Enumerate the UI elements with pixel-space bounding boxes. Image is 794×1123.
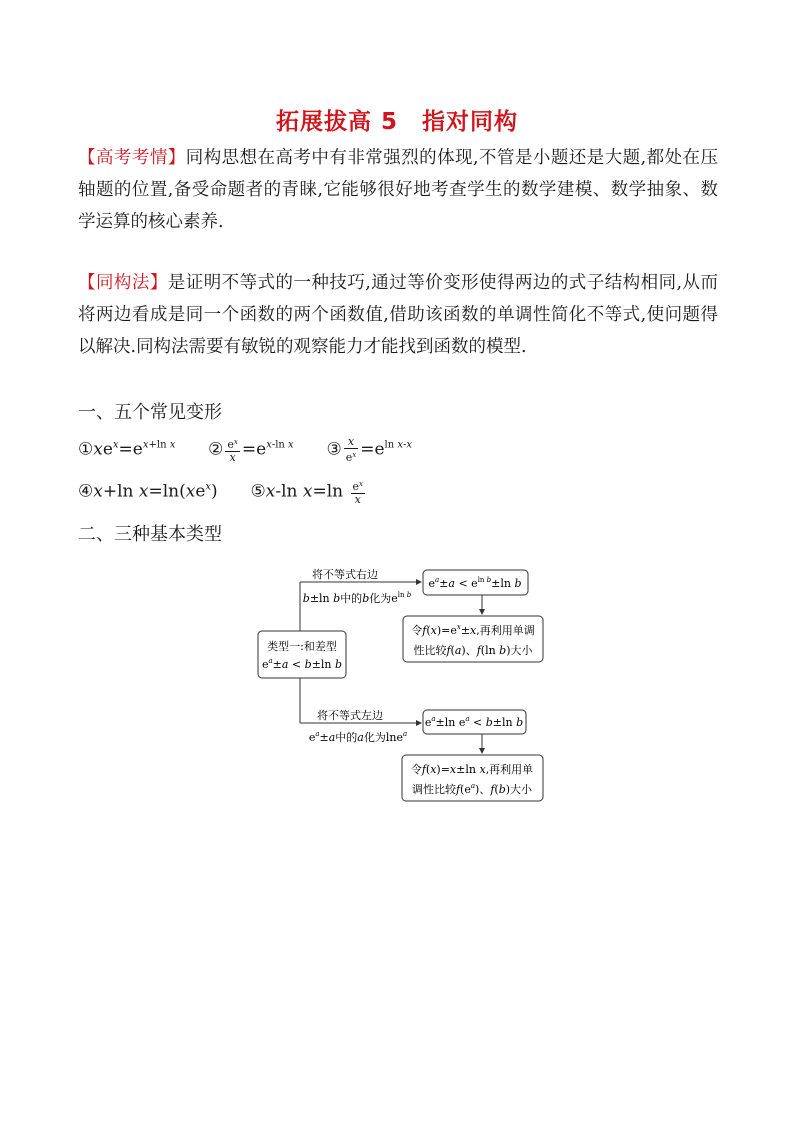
top-label-2: b±ln b中的b化为$e^{ln b}$ [302, 591, 412, 605]
section-heading-1: 一、五个常见变形 [78, 402, 222, 423]
formula-2-mark: ② [208, 439, 224, 460]
intro-text: 同构思想在高考中有非常强烈的体现,不管是小题还是大题,都处在压轴题的位置,备受命题者的青睐,它能够很好地考查学生的数学建模、数学抽象、数学运算的核心素养. [78, 148, 719, 232]
top-box-1-text: $e^a\pm a < e^{ln b}\pm\ln$ b [428, 576, 522, 590]
bottom-box-2-line-1: 令f(x)=x±ln x,再利用单 [410, 763, 534, 776]
title-main: 拓展拔高 5 [275, 109, 398, 135]
fraction-ex-over-x: $\frac{e^x}{x}$ [227, 438, 238, 464]
bottom-label-2: $e^a\pm a$中的a化为lne$^a$ [308, 730, 408, 744]
method-text: 是证明不等式的一种技巧,通过等价变形使得两边的式子结构相同,从而将两边看成是同一个函数的两个函数值,借助该函数的单调性简化不等式,使问题得以解决.同构法需要有敏锐的观察能力才能找到函数的模型. [78, 273, 719, 357]
root-line-2: $e^a\pm a < b\pm\ln$ b [261, 657, 343, 671]
fraction-ex-over-x-2: $\frac{e^x}{x}$ [352, 480, 363, 506]
top-box-2-line-2: 性比较f(a)、f(ln b)大小 [413, 644, 533, 657]
top-box-2-line-1: 令$f(x)=e^x\pm x$,再利用单调 [411, 623, 535, 637]
bottom-box-1-text: $e^a\pm\ln$ $e^a < b\pm\ln$ b [424, 715, 524, 729]
top-label-1: 将不等式右边 [312, 568, 378, 581]
title-sub: 指对同构 [422, 109, 518, 135]
formula-3-mark: ③ [326, 439, 342, 460]
formula-4-mark: ④ [78, 481, 94, 502]
intro-tag: 【高考考情】 [78, 148, 186, 168]
root-line-1: 类型一:和差型 [267, 640, 337, 653]
formula-line-2: ④x+ln $x=\ln(xe^x)$ ⑤x-ln x=ln $\frac{e^x}{x}$ [78, 480, 363, 506]
bottom-label-1: 将不等式左边 [317, 709, 383, 722]
fraction-x-over-ex: $\frac{x}{e^x}$ [345, 435, 357, 464]
bottom-box-2-line-2: 调性比较$f(e^a)$、f(b)大小 [411, 782, 533, 796]
formula-5-mark: ⑤ [250, 481, 266, 502]
section-heading-2: 二、三种基本类型 [78, 524, 222, 545]
formula-1-mark: ① [78, 439, 94, 460]
formula-line-1: $①xe^x=e^{x+ln x}$ ② $\frac{e^x}{x}$ $=e^{x-ln x}$ ③ $\frac{x}{e^x}$ $=e^{ln x-x}$ [78, 435, 413, 464]
method-tag: 【同构法】 [78, 273, 168, 293]
